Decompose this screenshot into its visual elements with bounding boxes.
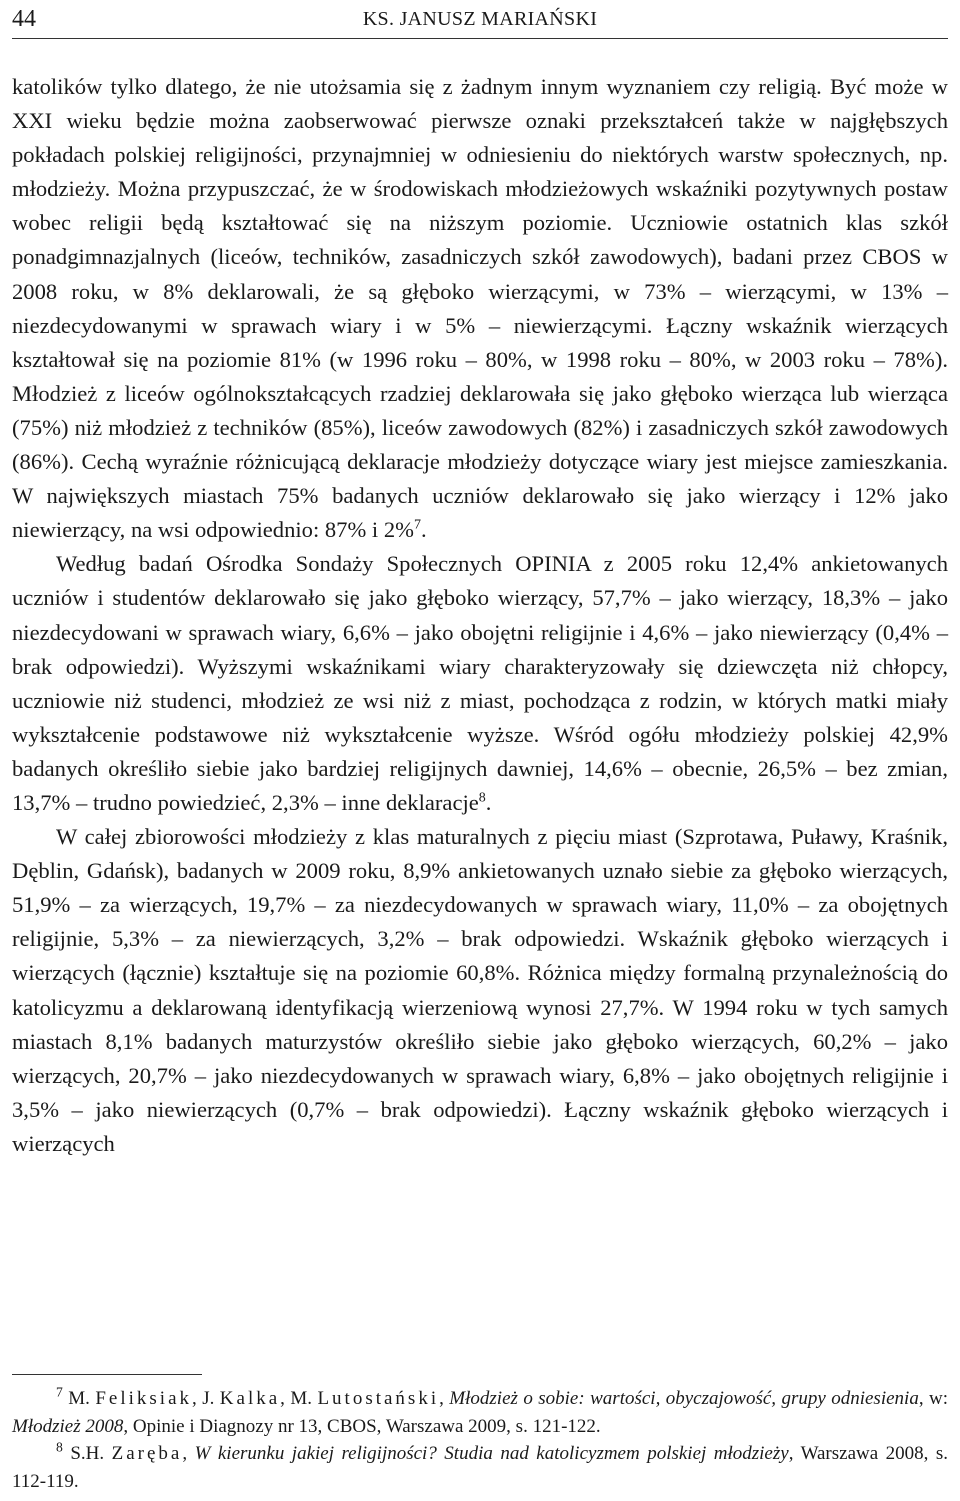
paragraph <box>12 547 948 820</box>
footnote-number: 8 <box>56 1439 63 1455</box>
page-number: 44 <box>12 6 36 32</box>
footnote-text: , Opinie i Diagnozy nr 13, CBOS, Warszawa 2009, s. 121-122. <box>123 1415 601 1437</box>
footnote-text: , Warszawa 2008, s. 112-119. <box>12 1443 949 1492</box>
footnote-author: M. Lutostański <box>290 1388 440 1409</box>
page-header <box>12 0 948 39</box>
author-surname: Lutostański <box>317 1388 440 1409</box>
footnote-series: Młodzież 2008 <box>12 1415 124 1437</box>
footnote-number: 7 <box>56 1384 63 1400</box>
paragraph <box>12 70 948 547</box>
footnote <box>12 1385 948 1440</box>
author-surname: Feliksiak <box>95 1388 193 1409</box>
footnote-title: Młodzież o sobie: wartości, obyczajowość, grupy odniesienia <box>449 1388 919 1409</box>
author-surname: Kalka <box>219 1388 281 1409</box>
running-head: KS. JANUSZ MARIAŃSKI <box>362 8 598 30</box>
paragraph-end: . <box>485 789 492 815</box>
paragraph-end: . <box>420 517 427 543</box>
footnote-ref: 7 <box>413 517 421 533</box>
author-surname: Zaręba <box>111 1443 183 1464</box>
footnote-ref: 8 <box>478 790 486 806</box>
footnote-text: , w: <box>918 1388 949 1409</box>
footnote-separator-text: , <box>192 1388 203 1409</box>
paragraph-text: Według badań Ośrodka Sondaży Społecznych OPINIA z 2005 roku 12,4% ankietowanych uczniów i studentów deklarowało się jako głęboko wierzący, 57,7% – jako wierzący, 18,3% – jako niezdecydowani w sprawach wiary, 6,6% – jako obojętni religijnie i 4,6% – jako niewierzący (0,4% – brak odpowiedzi). Wyższymi wskaźnikami wiary charakteryzowały się dziewczęta niż chłopcy, uczniowie niż studenci, młodzież ze wsi niż z miast, pochodząca z rodzin, w których matki miały wykształcenie podstawowe niż wykształcenie wyższe. Wśród ogółu młodzieży polskiej 42,9% badanych określiło siebie jako bardziej religijnych dawniej, 14,6% – obecnie, 26,5% – bez zmian, 13,7% – trudno powiedzieć, 2,3% – inne deklaracje <box>12 551 948 815</box>
footnote-author: J. Kalka <box>202 1388 281 1409</box>
footnote-title: W kierunku jakiej religijności? Studia nad katolicyzmem polskiej młodzieży <box>194 1443 789 1464</box>
footnote-separator-text: , <box>439 1388 450 1409</box>
footnote <box>12 1440 948 1495</box>
footnote-separator-text: , <box>182 1443 195 1464</box>
footnote-separator-text: , <box>280 1388 291 1409</box>
footnote-author: S.H. Zaręba <box>70 1443 183 1464</box>
main-text <box>12 70 948 1161</box>
paragraph <box>12 820 948 1161</box>
footnote-author: M. Feliksiak <box>68 1388 193 1409</box>
paragraph-text: katolików tylko dlatego, że nie utożsamia się z żadnym innym wyznaniem czy religią. Być może w XXI wieku będzie można zaobserwować pierwsze oznaki przekształceń także w najgłębszych pokładach polskiej religijności, przynajmniej w odniesieniu do niektórych warstw społecznych, np. młodzieży. Można przypuszczać, że w środowiskach młodzieżowych wskaźniki pozytywnych postaw wobec religii będą kształtować się na niższym poziomie. Uczniowie ostatnich klas szkół ponadgimnazjalnych (liceów, techników, zasadniczych szkół zawodowych), badani przez CBOS w 2008 roku, w 8% deklarowali, że są głęboko wierzącymi, w 73% – wierzącymi, w 13% – niezdecydowanymi w sprawach wiary i w 5% – niewierzącymi. Łączny wskaźnik wierzących kształtował się na poziomie 81% (w 1996 roku – 80%, w 1998 roku – 80%, w 2003 roku – 78%). Młodzież z liceów ogólnokształcących rzadziej deklarowała się jako głęboko wierząca lub wierząca (75%) niż młodzież z techników (85%), liceów zawodowych (82%) i zasadniczych szkół zawodowych (86%). Cechą wyraźnie różnicującą deklaracje młodzieży dotyczące wiary jest miejsce zamieszkania. W największych miastach 75% badanych uczniów deklarowało się jako wierzący i 12% jako niewierzący, na wsi odpowiednio: 87% i 2% <box>12 74 948 543</box>
paragraph-text: W całej zbiorowości młodzieży z klas maturalnych z pięciu miast (Szprotawa, Puławy, Kraśnik, Dęblin, Gdańsk), badanych w 2009 roku, 8,9% ankietowanych uznało siebie za głęboko wierzących, 51,9% – za wierzących, 19,7% – za niezdecydowanych w sprawach wiary, 11,0% – za obojętnych religijnie, 5,3% – za niewierzących, 3,2% – brak odpowiedzi. Wskaźnik głęboko wierzących i wierzących (łącznie) kształtuje się na poziomie 60,8%. Różnica między formalną przynależnością do katolicyzmu a deklarowaną identyfikacją wierzeniową wynosi 27,7%. W 1994 roku w tych samych miastach 8,1% badanych maturzystów określiło siebie jako głęboko wierzących, 60,2% – jako wierzących, 20,7% – jako niezdecydowanych w sprawach wiary, 6,8% – jako obojętnych religijnie i 3,5% – jako niewierzących (0,7% – brak odpowiedzi). Łączny wskaźnik głęboko wierzących i wierzących <box>12 824 948 1156</box>
footnote-separator <box>12 1374 202 1375</box>
footnotes <box>12 1385 948 1495</box>
